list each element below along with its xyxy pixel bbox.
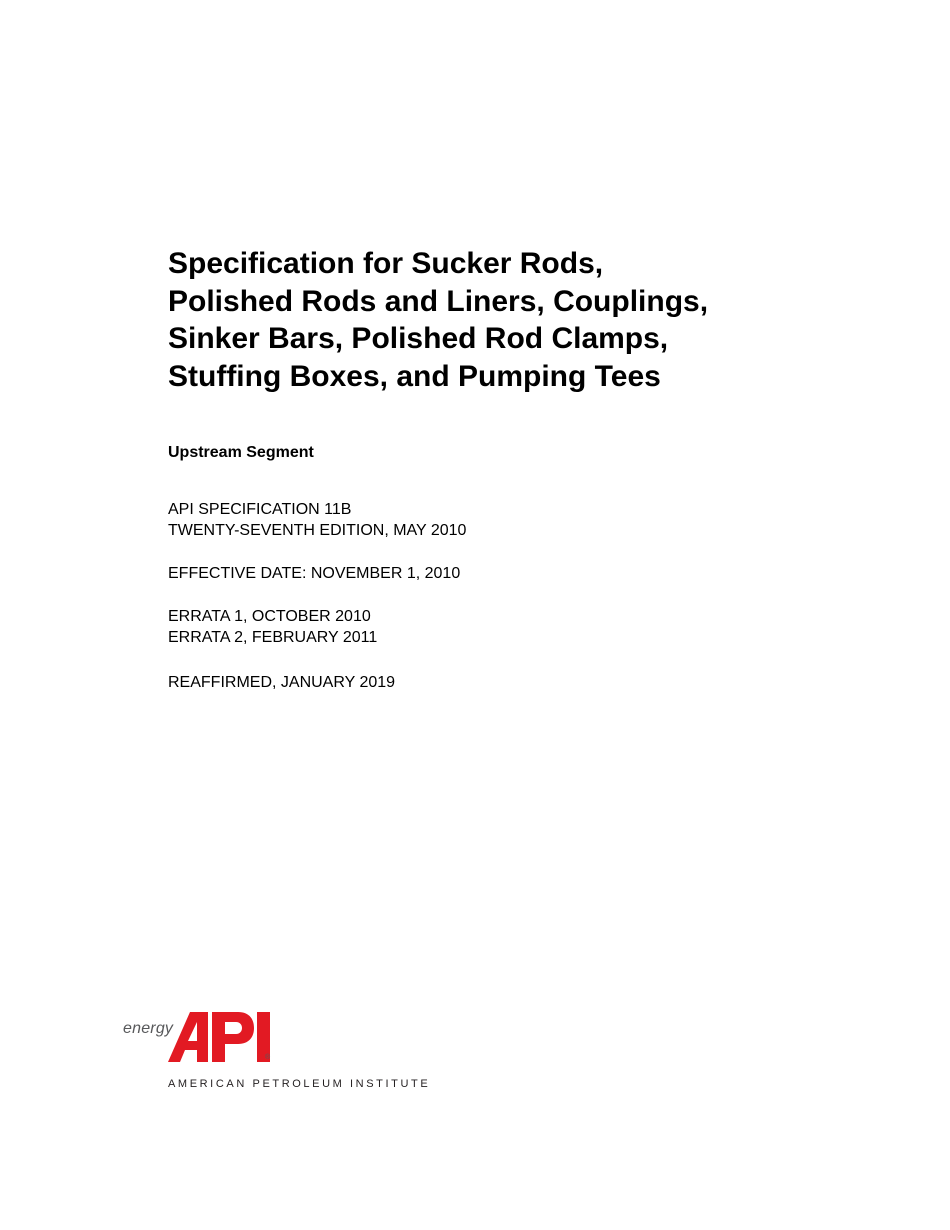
reaffirmed-date: REAFFIRMED, JANUARY 2019 — [168, 674, 396, 691]
effective-date-block — [168, 564, 460, 585]
logo-letter-p — [212, 1012, 254, 1062]
api-logo — [120, 1008, 440, 1098]
segment-label: Upstream Segment — [168, 444, 314, 461]
title-line: Sinker Bars, Polished Rod Clamps, — [168, 322, 669, 355]
reaffirmed-block — [168, 673, 395, 694]
spec-name: API SPECIFICATION 11B — [168, 501, 352, 518]
errata-item: ERRATA 2, FEBRUARY 2011 — [168, 628, 378, 646]
title-line: Specification for Sucker Rods, — [168, 247, 604, 280]
registered-mark: ® — [265, 1054, 271, 1061]
spec-block — [168, 500, 466, 541]
errata-block — [168, 607, 377, 648]
spec-edition: TWENTY-SEVENTH EDITION, MAY 2010 — [168, 521, 467, 539]
effective-date: EFFECTIVE DATE: NOVEMBER 1, 2010 — [168, 565, 461, 582]
title-line: Polished Rods and Liners, Couplings, — [168, 284, 709, 318]
api-logo-mark-icon — [168, 1012, 272, 1062]
title-line: Stuffing Boxes, and Pumping Tees — [168, 359, 661, 393]
organization-name: AMERICAN PETROLEUM INSTITUTE — [168, 1078, 431, 1090]
errata-item: ERRATA 1, OCTOBER 2010 — [168, 608, 371, 625]
logo-tagline: energy — [123, 1020, 174, 1037]
document-title — [168, 245, 868, 395]
logo-letter-a — [168, 1012, 208, 1062]
